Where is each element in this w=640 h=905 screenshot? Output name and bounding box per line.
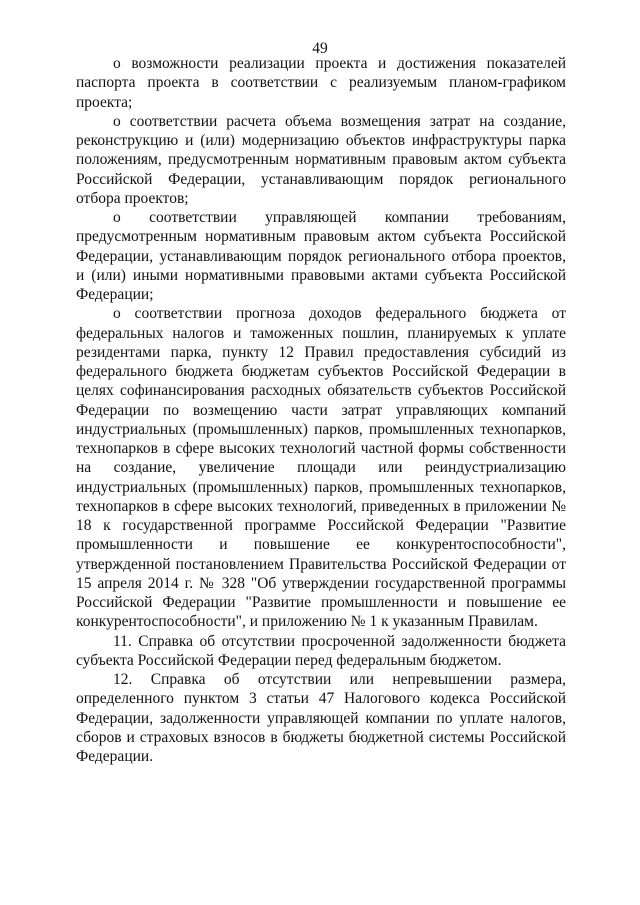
paragraph-management-company: о соответствии управляющей компании требованиям, предусмотренным нормативным правовым актом субъекта Российской Федерации, устанавливающим порядок регионального отбора проектов, и (или) иными нормативными правовыми актами субъекта Российской Федерации; (76, 209, 566, 303)
paragraph-item-12: 12. Справка об отсутствии или непревышении размера, определенного пунктом 3 статьи 47 Налогового кодекса Российской Федерации, задолженности управляющей компании по уплате налогов, сборов и страховых взносов в бюджеты бюджетной системы Российской Федерации. (76, 671, 566, 765)
paragraph-revenue-forecast: о соответствии прогноза доходов федерального бюджета от федеральных налогов и таможенных пошлин, планируемых к уплате резидентами парка, пункту 12 Правил предоставления субсидий из федерального бюджета бюджетам субъектов Российской Федерации в целях софинансирования расходных обязательств субъектов Российской Федерации по возмещению части затрат управляющих компаний индустриальных (промышленных) парков, промышленных технопарков, технопарков в сфере высоких технологий частной формы собственности на создание, увеличение площади или реиндустриализацию индустриальных (промышленных) парков, промышленных технопарков, технопарков в сфере высоких технологий, приведенных в приложении № 18 к государственной программе Российской Федерации "Развитие промышленности и повышение ее конкурентоспособности", утвержденной постановлением Правительства Российской Федерации от 15 апреля 2014 г. № 328 "Об утверждении государственной программы Российской Федерации "Развитие промышленности и повышение ее конкурентоспособности", и приложению № 1 к указанным Правилам. (76, 305, 566, 631)
paragraph-project-feasibility: о возможности реализации проекта и достижения показателей паспорта проекта в соответствии с реализуемым планом-графиком проекта; (76, 55, 566, 111)
page-number: 49 (312, 40, 328, 57)
paragraph-cost-calculation: о соответствии расчета объема возмещения затрат на создание, реконструкцию и (или) модернизацию объектов инфраструктуры парка положениям, предусмотренным нормативным правовым актом субъекта Российской Федерации, устанавливающим порядок регионального отбора проектов; (76, 112, 566, 207)
document-body (76, 54, 566, 766)
paragraph-item-11: 11. Справка об отсутствии просроченной задолженности бюджета субъекта Российской Федерации перед федеральным бюджетом. (76, 632, 566, 669)
